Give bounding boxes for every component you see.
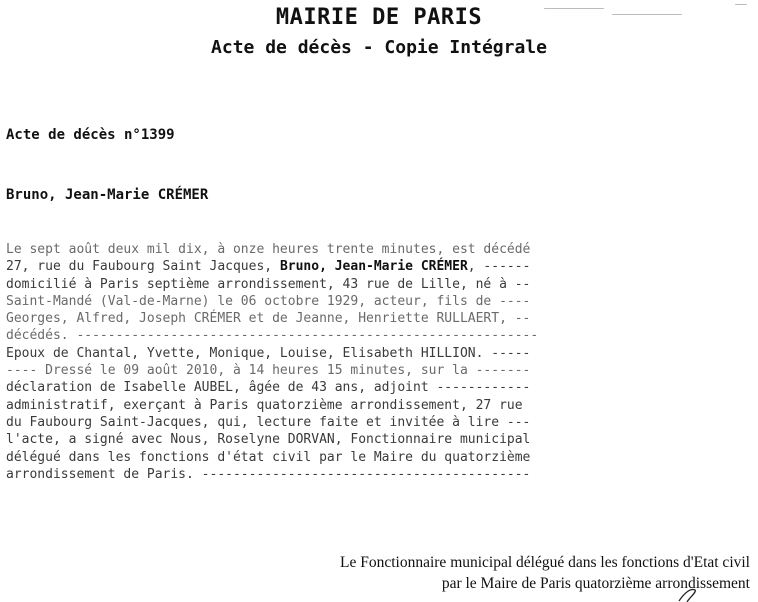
scan-artifact bbox=[735, 4, 747, 5]
deceased-name: Bruno, Jean-Marie CRÉMER bbox=[6, 187, 209, 203]
document-subtitle: Acte de décès - Copie Intégrale bbox=[211, 37, 547, 58]
body-line bbox=[6, 258, 606, 275]
body-line: décédés. ----------------------------------------------------------- bbox=[6, 328, 539, 344]
body-line: domicilié à Paris septième arrondissement, 43 rue de Lille, né à -- bbox=[6, 276, 531, 292]
body-line: déclaration de Isabelle AUBEL, âgée de 43 ans, adjoint ------------ bbox=[6, 380, 531, 396]
acte-body bbox=[6, 241, 606, 483]
acte-number: Acte de décès n°1399 bbox=[6, 127, 175, 143]
body-line: ---- Dressé le 09 août 2010, à 14 heures 15 minutes, sur la ------- bbox=[6, 363, 531, 379]
scan-artifact bbox=[544, 8, 604, 9]
signature-caption-line-2: par le Maire de Paris quatorzième arrondissement bbox=[441, 575, 750, 592]
body-line: l'acte, a signé avec Nous, Roselyne DORVAN, Fonctionnaire municipal bbox=[6, 432, 531, 448]
body-text-segment: 27, rue du Faubourg Saint Jacques, bbox=[6, 259, 280, 275]
body-line: Le sept août deux mil dix, à onze heures trente minutes, est décédé bbox=[6, 242, 531, 257]
body-line: administratif, exerçant à Paris quatorzième arrondissement, 27 rue bbox=[6, 397, 523, 413]
body-text-segment: , ------ bbox=[467, 259, 531, 275]
document-title: MAIRIE DE PARIS bbox=[275, 5, 483, 30]
body-line: arrondissement de Paris. ------------------------------------------ bbox=[6, 466, 531, 482]
body-line: du Faubourg Saint-Jacques, qui, lecture faite et invitée à lire --- bbox=[6, 414, 531, 430]
body-line: Saint-Mandé (Val-de-Marne) le 06 octobre 1929, acteur, fils de ---- bbox=[6, 293, 531, 309]
signature-caption-line-1: Le Fonctionnaire municipal délégué dans les fonctions d'Etat civil bbox=[340, 554, 750, 571]
body-line: Epoux de Chantal, Yvette, Monique, Louise, Elisabeth HILLION. ----- bbox=[6, 345, 531, 361]
body-line: délégué dans les fonctions d'état civil par le Maire du quatorzième bbox=[6, 449, 531, 465]
deceased-name-inline: Bruno, Jean-Marie CRÉMER bbox=[279, 259, 468, 275]
body-line: Georges, Alfred, Joseph CRÉMER et de Jeanne, Henriette RULLAERT, -- bbox=[6, 311, 531, 327]
scan-artifact bbox=[612, 14, 682, 15]
